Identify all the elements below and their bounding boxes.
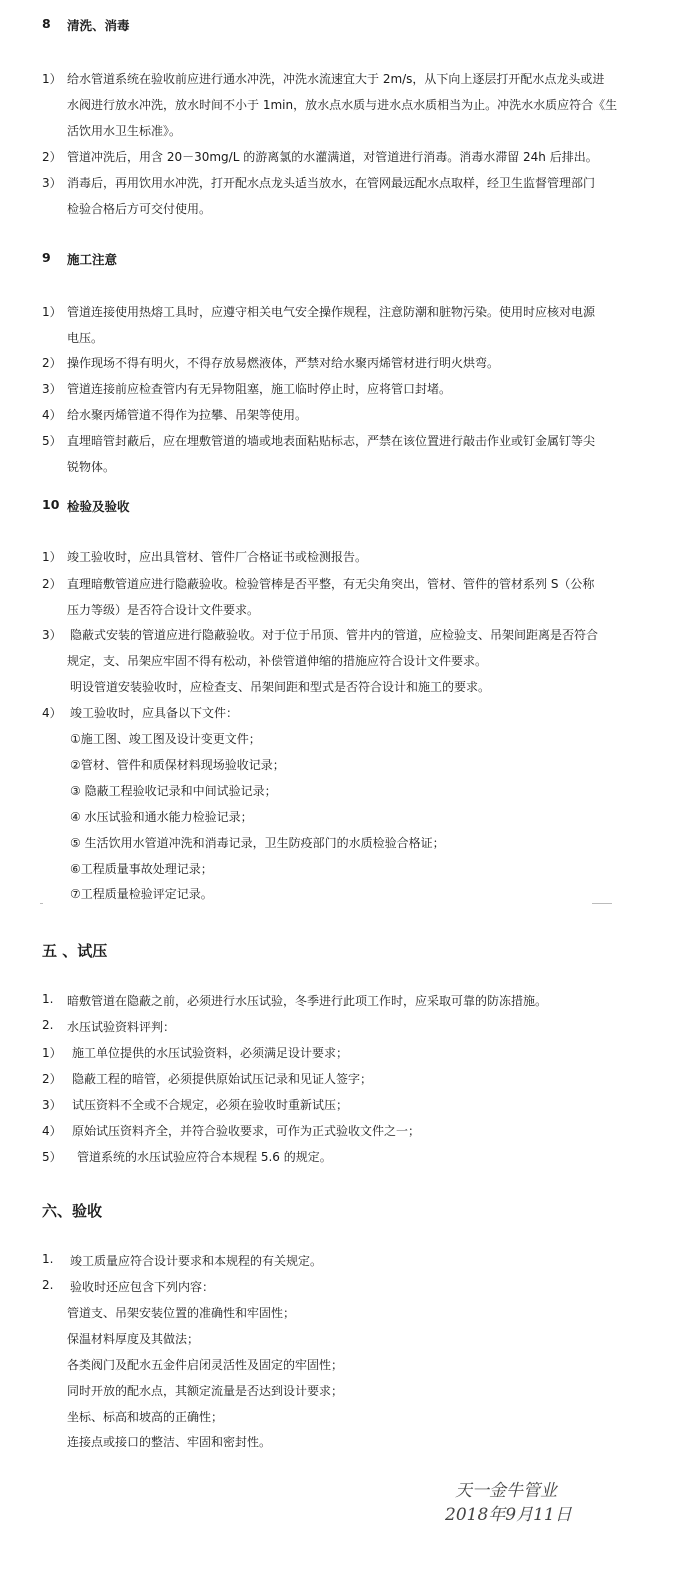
s9-item-1-line: 管道连接使用热熔工具时，应遵守相关电气安全操作规程，注意防潮和脏物污染。使用时应核对电源 [67, 305, 596, 319]
s5-item-text: 施工单位提供的水压试验资料，必须满足设计要求； [72, 1046, 349, 1060]
s6-item-number: 1. [42, 1252, 54, 1266]
s10-doc-item: ⑤ 生活饮用水管道冲洗和消毒记录，卫生防疫部门的水质检验合格证； [70, 836, 445, 850]
s9-item-3-line: 管道连接前应检查管内有无异物阻塞，施工临时停止时，应将管口封堵。 [67, 382, 452, 396]
s10-item-2-line: 压力等级）是否符合设计文件要求。 [67, 603, 260, 617]
s5-item-text: 原始试压资料齐全，并符合验收要求，可作为正式验收文件之一； [72, 1124, 421, 1138]
s6-item-number: 2. [42, 1278, 54, 1292]
s8-item-2-line: 管道冲洗后，用含 20－30mg/L 的游离氯的水灌满道，对管道进行消毒。消毒水滞留 24h 后排出。 [67, 150, 598, 164]
s9-item-3-number: 3） [42, 382, 62, 396]
s5-item-number: 2. [42, 1018, 54, 1032]
s10-item-2-line: 直理暗敷管道应进行隐蔽验收。检验管棒是否平整，有无尖角突出，管材、管件的管材系列 S（公称 [67, 577, 595, 591]
s8-item-1-number: 1） [42, 72, 62, 86]
s10-doc-item: ②管材、管件和质保材料现场验收记录； [70, 758, 285, 772]
s9-item-1-number: 1） [42, 305, 62, 319]
s10-item-1-number: 1） [42, 550, 62, 564]
s8-item-3-number: 3） [42, 176, 62, 190]
s5-item-number: 3） [42, 1098, 62, 1112]
s10-item-1-line: 竣工验收时，应出具管材、管件厂合格证书或检测报告。 [67, 550, 368, 564]
s8-item-1-line: 水阀进行放水冲洗，放水时间不小于 1min，放水点水质与进水点水质相当为止。冲洗水水质应符合《生 [67, 98, 618, 112]
s5-item-number: 2） [42, 1072, 62, 1086]
s10-doc-item: ③ 隐蔽工程验收记录和中间试验记录； [70, 784, 277, 798]
s5-item-text: 管道系统的水压试验应符合本规程 5.6 的规定。 [77, 1150, 332, 1164]
s10-item-3-number: 3） [42, 628, 62, 642]
s9-item-1-line: 电压。 [67, 331, 104, 345]
s6-sub-item: 各类阀门及配水五金件启闭灵活性及固定的牢固性； [67, 1358, 344, 1372]
s9-item-2-number: 2） [42, 356, 62, 370]
s9-item-4-line: 给水聚丙烯管道不得作为拉攀、吊架等使用。 [67, 408, 308, 422]
s6-sub-item: 同时开放的配水点，其额定流量是否达到设计要求； [67, 1384, 344, 1398]
s8-item-3-line: 检验合格后方可交付使用。 [67, 202, 212, 216]
s5-item-text: 水压试验资料评判： [67, 1020, 176, 1034]
s5-item-text: 暗敷管道在隐蔽之前，必须进行水压试验，冬季进行此项工作时，应采取可靠的防冻措施。 [67, 994, 548, 1008]
s8-item-3-line: 消毒后，再用饮用水冲洗，打开配水点龙头适当放水，在管网最远配水点取样，经卫生监督管理部门 [67, 176, 596, 190]
s6-sub-item: 坐标、标高和坡高的正确性； [67, 1410, 224, 1424]
s10-doc-item: ⑥工程质量事故处理记录； [70, 862, 213, 876]
s10-item-2-number: 2） [42, 577, 62, 591]
s10-item-3-line: 规定，支、吊架应牢固不得有松动，补偿管道伸缩的措施应符合设计文件要求。 [67, 654, 488, 668]
signature-date: 2018年9月11日 [445, 1505, 572, 1525]
s10-doc-item: ①施工图、竣工图及设计变更文件； [70, 732, 261, 746]
s9-item-2-line: 操作现场不得有明火，不得存放易燃液体，严禁对给水聚丙烯管材进行明火烘弯。 [67, 356, 500, 370]
section-8-number: 8 [42, 16, 51, 31]
s5-item-number: 4） [42, 1124, 62, 1138]
section-6-title: 六、验收 [42, 1202, 103, 1220]
section-10-title: 检验及验收 [67, 499, 130, 514]
section-10-number: 10 [42, 497, 60, 512]
s8-item-1-line: 活饮用水卫生标准》。 [67, 124, 182, 138]
s9-item-5-line: 直埋暗管封蔽后，应在埋敷管道的墙或地表面粘贴标志，严禁在该位置进行敲击作业或钉金属钉等尖 [67, 434, 596, 448]
s5-item-number: 5） [42, 1150, 62, 1164]
s6-sub-item: 连接点或接口的整洁、牢固和密封性。 [67, 1435, 272, 1449]
s9-item-5-number: 5） [42, 434, 62, 448]
s6-item-text: 竣工质量应符合设计要求和本规程的有关规定。 [70, 1254, 323, 1268]
section-9-number: 9 [42, 250, 51, 265]
s5-item-text: 隐蔽工程的暗管，必须提供原始试压记录和见证人签字； [72, 1072, 373, 1086]
s6-item-text: 验收时还应包含下列内容： [70, 1280, 215, 1294]
section-5-title: 五 、试压 [42, 942, 108, 960]
s9-item-4-number: 4） [42, 408, 62, 422]
s6-sub-item: 保温材料厚度及其做法； [67, 1332, 200, 1346]
s6-sub-item: 管道支、吊架安装位置的准确性和牢固性； [67, 1306, 296, 1320]
section-9-title: 施工注意 [67, 252, 118, 267]
s10-doc-item: ④ 水压试验和通水能力检验记录； [70, 810, 253, 824]
page-break-mark [40, 903, 43, 904]
s5-item-number: 1） [42, 1046, 62, 1060]
s10-doc-item: ⑦工程质量检验评定记录。 [70, 887, 213, 901]
s10-item-3-line: 明设管道安装验收时，应检查支、吊架间距和型式是否符合设计和施工的要求。 [70, 680, 491, 694]
s10-item-4-number: 4） [42, 706, 62, 720]
section-8-title: 清洗、消毒 [67, 18, 130, 33]
signature-company: 天一金牛管业 [455, 1481, 557, 1501]
s5-item-text: 试压资料不全或不合规定，必须在验收时重新试压； [72, 1098, 349, 1112]
s10-item-4-line: 竣工验收时，应具备以下文件： [70, 706, 239, 720]
s8-item-2-number: 2） [42, 150, 62, 164]
s9-item-5-line: 锐物体。 [67, 460, 116, 474]
s5-item-number: 1. [42, 992, 54, 1006]
page-break-rule [592, 903, 612, 904]
s8-item-1-line: 给水管道系统在验收前应进行通水冲洗，冲洗水流速宜大于 2m/s，从下向上逐层打开配水点龙头或进 [67, 72, 605, 86]
s10-item-3-line: 隐蔽式安装的管道应进行隐蔽验收。对于位于吊顶、管井内的管道，应检验支、吊架间距离是否符合 [70, 628, 599, 642]
